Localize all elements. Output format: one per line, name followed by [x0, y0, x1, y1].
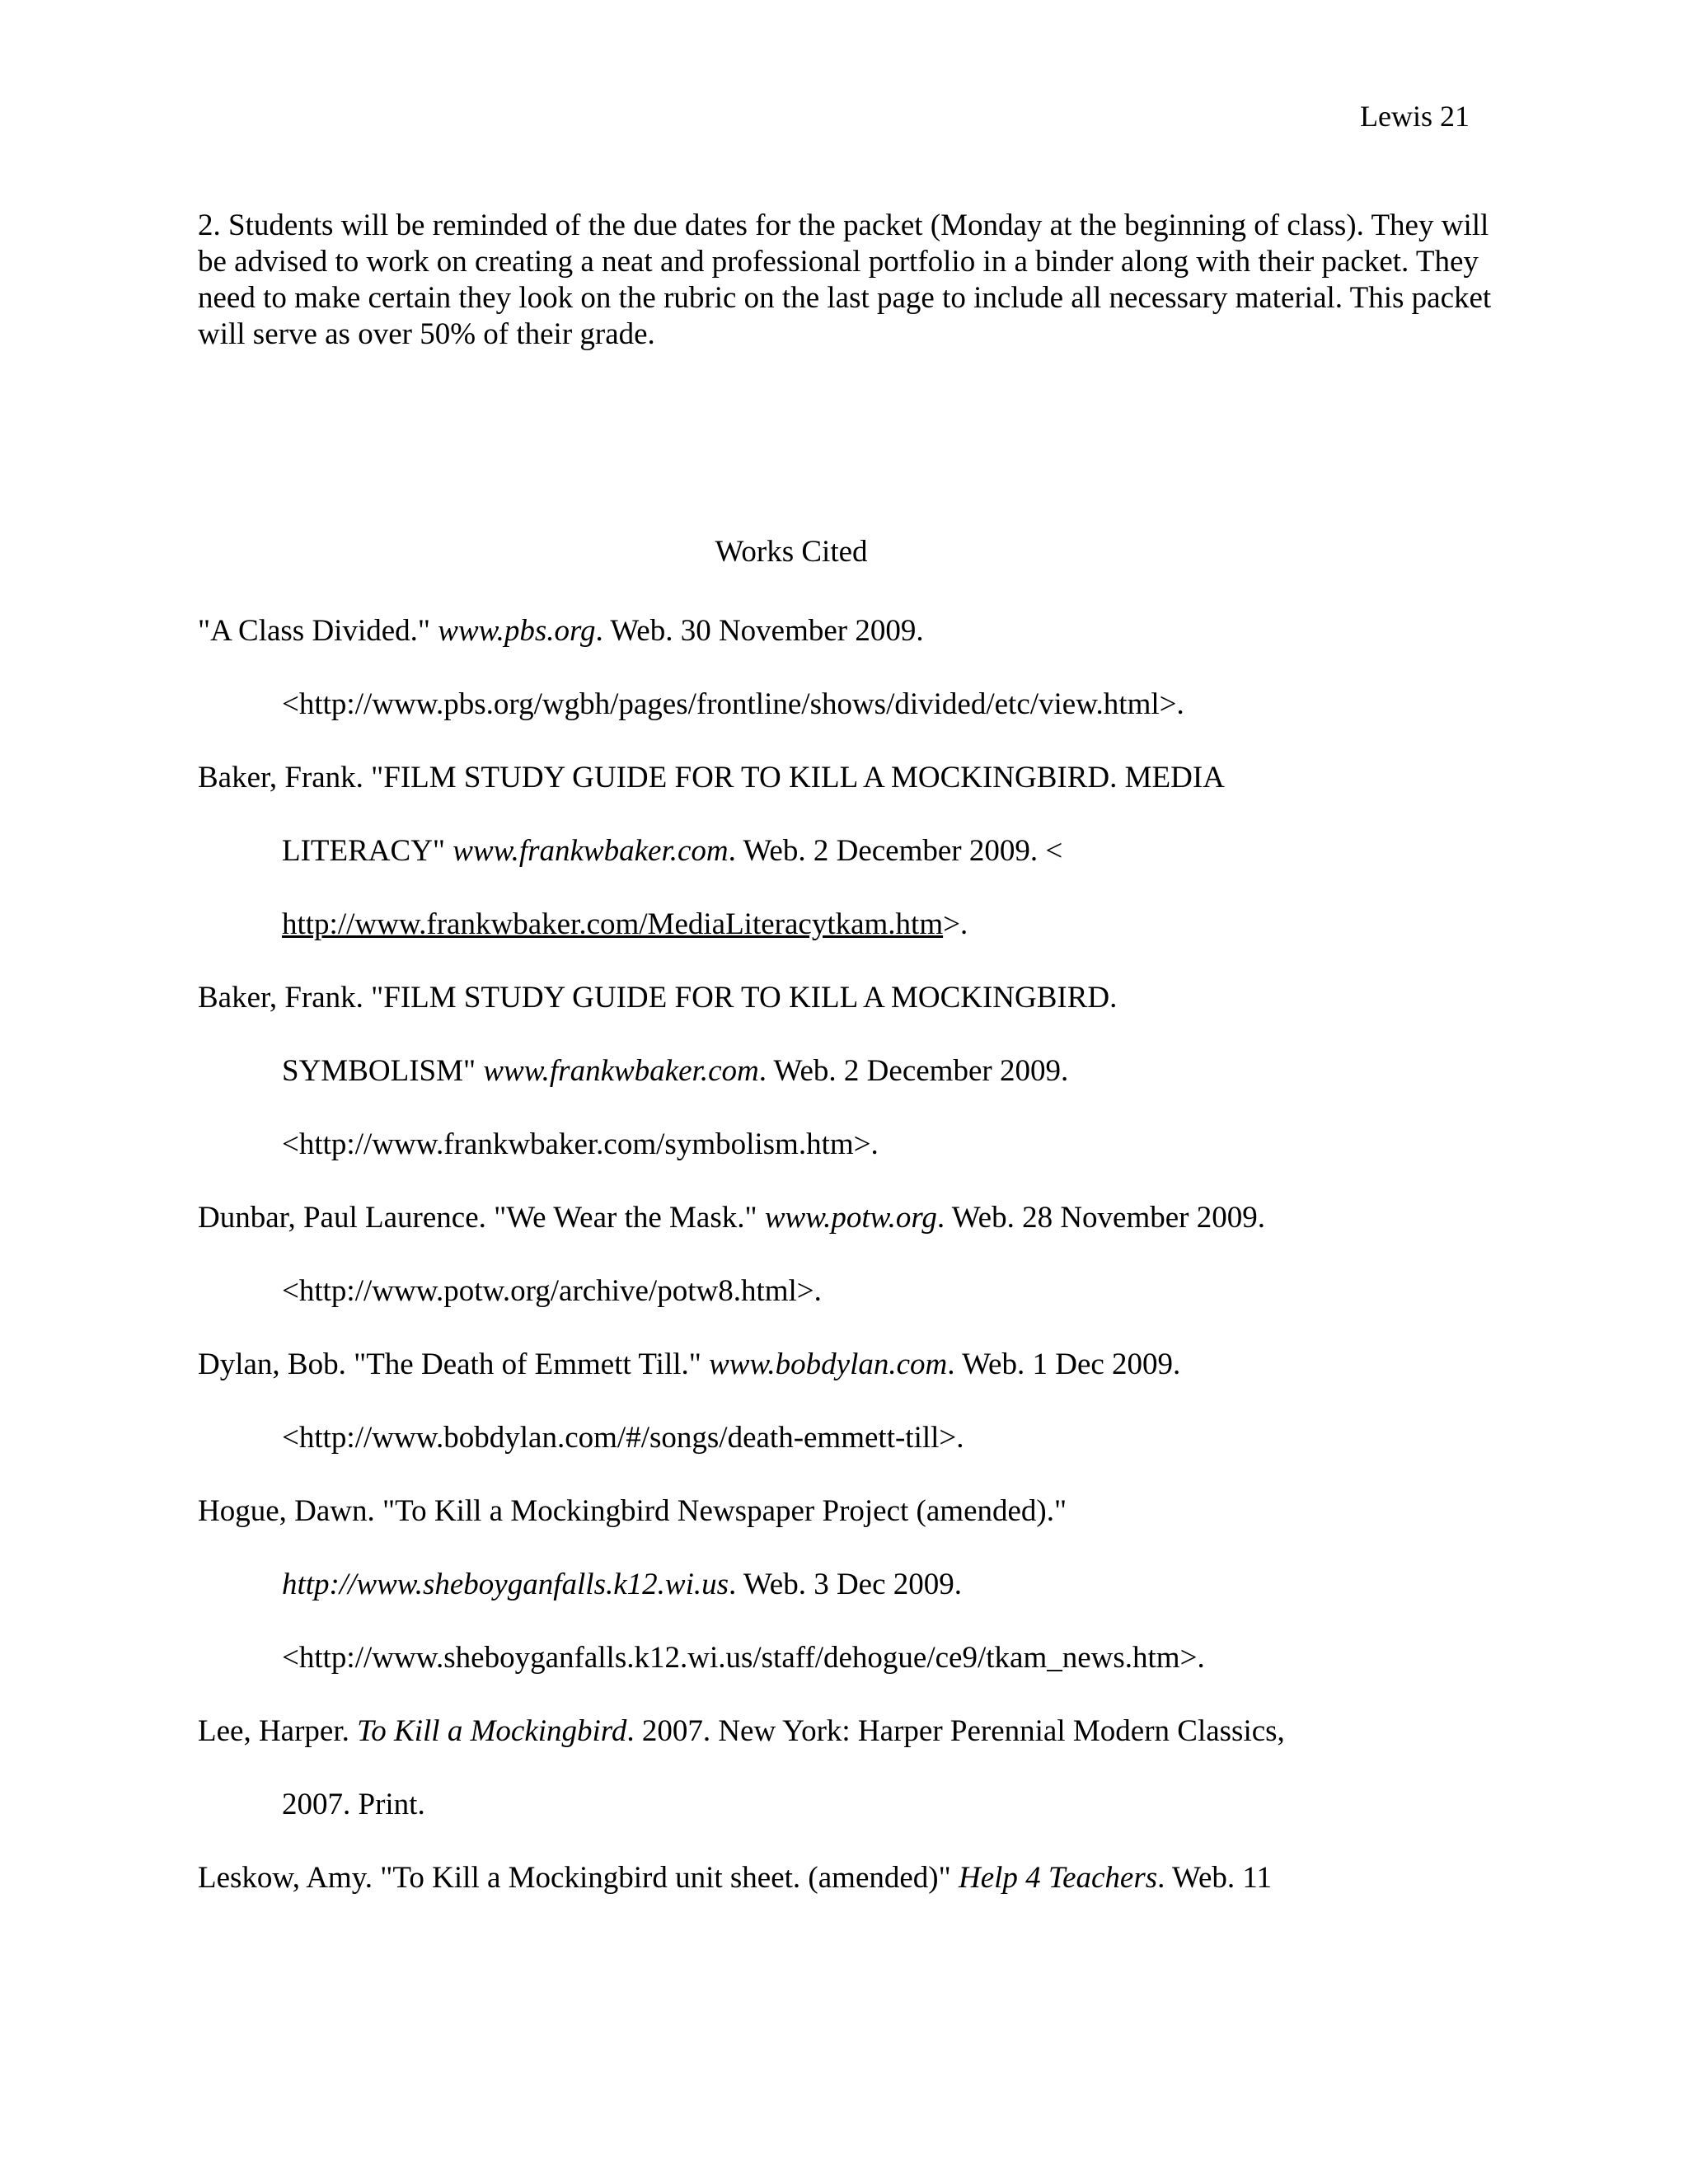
citation-source: www.frankwbaker.com [483, 1054, 759, 1088]
citation-line [198, 1200, 1265, 1236]
citation-url: <http://www.potw.org/archive/potw8.html>. [282, 1274, 822, 1308]
citation-text: Dunbar, Paul Laurence. "We Wear the Mask." [198, 1201, 765, 1235]
citation-source: http://www.sheboyganfalls.k12.wi.us [282, 1568, 729, 1601]
citation-text: Leskow, Amy. "To Kill a Mockingbird unit sheet. (amended)" [198, 1861, 959, 1895]
citation-url: <http://www.frankwbaker.com/symbolism.htm>. [282, 1127, 879, 1161]
citation-text: LITERACY" [282, 834, 453, 868]
citation-line [282, 1420, 964, 1456]
citation-text: Lee, Harper. [198, 1714, 358, 1748]
citation-text: Dylan, Bob. "The Death of Emmett Till." [198, 1347, 710, 1381]
citation-line [198, 1347, 1180, 1383]
citation-line [198, 1713, 1285, 1750]
body-paragraph: 2. Students will be reminded of the due dates for the packet (Monday at the beginning of class). They will be advised to work on creating a neat and professional portfolio in a binder along with their packet. They need to make certain they look on the rubric on the last page to include all necessary material. This packet will serve as over 50% of their grade. [198, 209, 1492, 351]
citation-link[interactable]: http://www.frankwbaker.com/MediaLiteracytkam.htm [282, 907, 944, 941]
citation-text: . Web. 2 December 2009. [758, 1054, 1069, 1088]
citation-line [282, 1053, 1068, 1090]
citation-text: Baker, Frank. "FILM STUDY GUIDE FOR TO KILL A MOCKINGBIRD. MEDIA [198, 761, 1225, 794]
citation-text: . Web. 2 December 2009. < [728, 834, 1063, 868]
citation-source: www.frankwbaker.com [452, 834, 729, 868]
citation-source: www.pbs.org [438, 614, 596, 648]
citation-line [282, 687, 1184, 723]
citation-source: Help 4 Teachers [958, 1861, 1158, 1895]
citation-text: 2007. Print. [282, 1788, 425, 1821]
citation-line [198, 1860, 1272, 1896]
citation-source: www.potw.org [764, 1201, 937, 1235]
citation-line [198, 760, 1225, 796]
citation-text: SYMBOLISM" [282, 1054, 484, 1088]
citation-line [198, 980, 1117, 1016]
citation-line [282, 1787, 425, 1823]
citation-text: . Web. 28 November 2009. [936, 1201, 1266, 1235]
citation-text: . Web. 11 [1157, 1861, 1272, 1895]
citation-url: <http://www.bobdylan.com/#/songs/death-emmett-till>. [282, 1421, 964, 1455]
works-cited-title: Works Cited [715, 535, 868, 569]
citation-line [282, 833, 1062, 869]
citation-text: . Web. 1 Dec 2009. [947, 1347, 1181, 1381]
citation-source: www.bobdylan.com [709, 1347, 948, 1381]
citation-line [198, 613, 924, 649]
citation-line [282, 1567, 962, 1603]
citation-line [282, 907, 968, 943]
citation-line [282, 1640, 1205, 1676]
citation-text: . 2007. New York: Harper Perennial Modern Classics, [626, 1714, 1285, 1748]
citation-url: <http://www.pbs.org/wgbh/pages/frontline/shows/divided/etc/view.html>. [282, 687, 1184, 721]
citation-line [282, 1127, 879, 1163]
page-header: Lewis 21 [1360, 100, 1470, 133]
citation-text: "A Class Divided." [198, 614, 438, 648]
citation-text: Hogue, Dawn. "To Kill a Mockingbird Newspaper Project (amended)." [198, 1494, 1067, 1528]
citation-text: . Web. 30 November 2009. [595, 614, 924, 648]
citation-line [198, 1493, 1067, 1530]
citation-source: To Kill a Mockingbird [357, 1714, 627, 1748]
citation-text: Baker, Frank. "FILM STUDY GUIDE FOR TO KILL A MOCKINGBIRD. [198, 981, 1118, 1015]
citation-line [282, 1273, 822, 1310]
citation-text: . Web. 3 Dec 2009. [729, 1568, 963, 1601]
citation-text: >. [943, 907, 968, 941]
citation-url: <http://www.sheboyganfalls.k12.wi.us/staff/dehogue/ce9/tkam_news.htm>. [282, 1641, 1205, 1675]
